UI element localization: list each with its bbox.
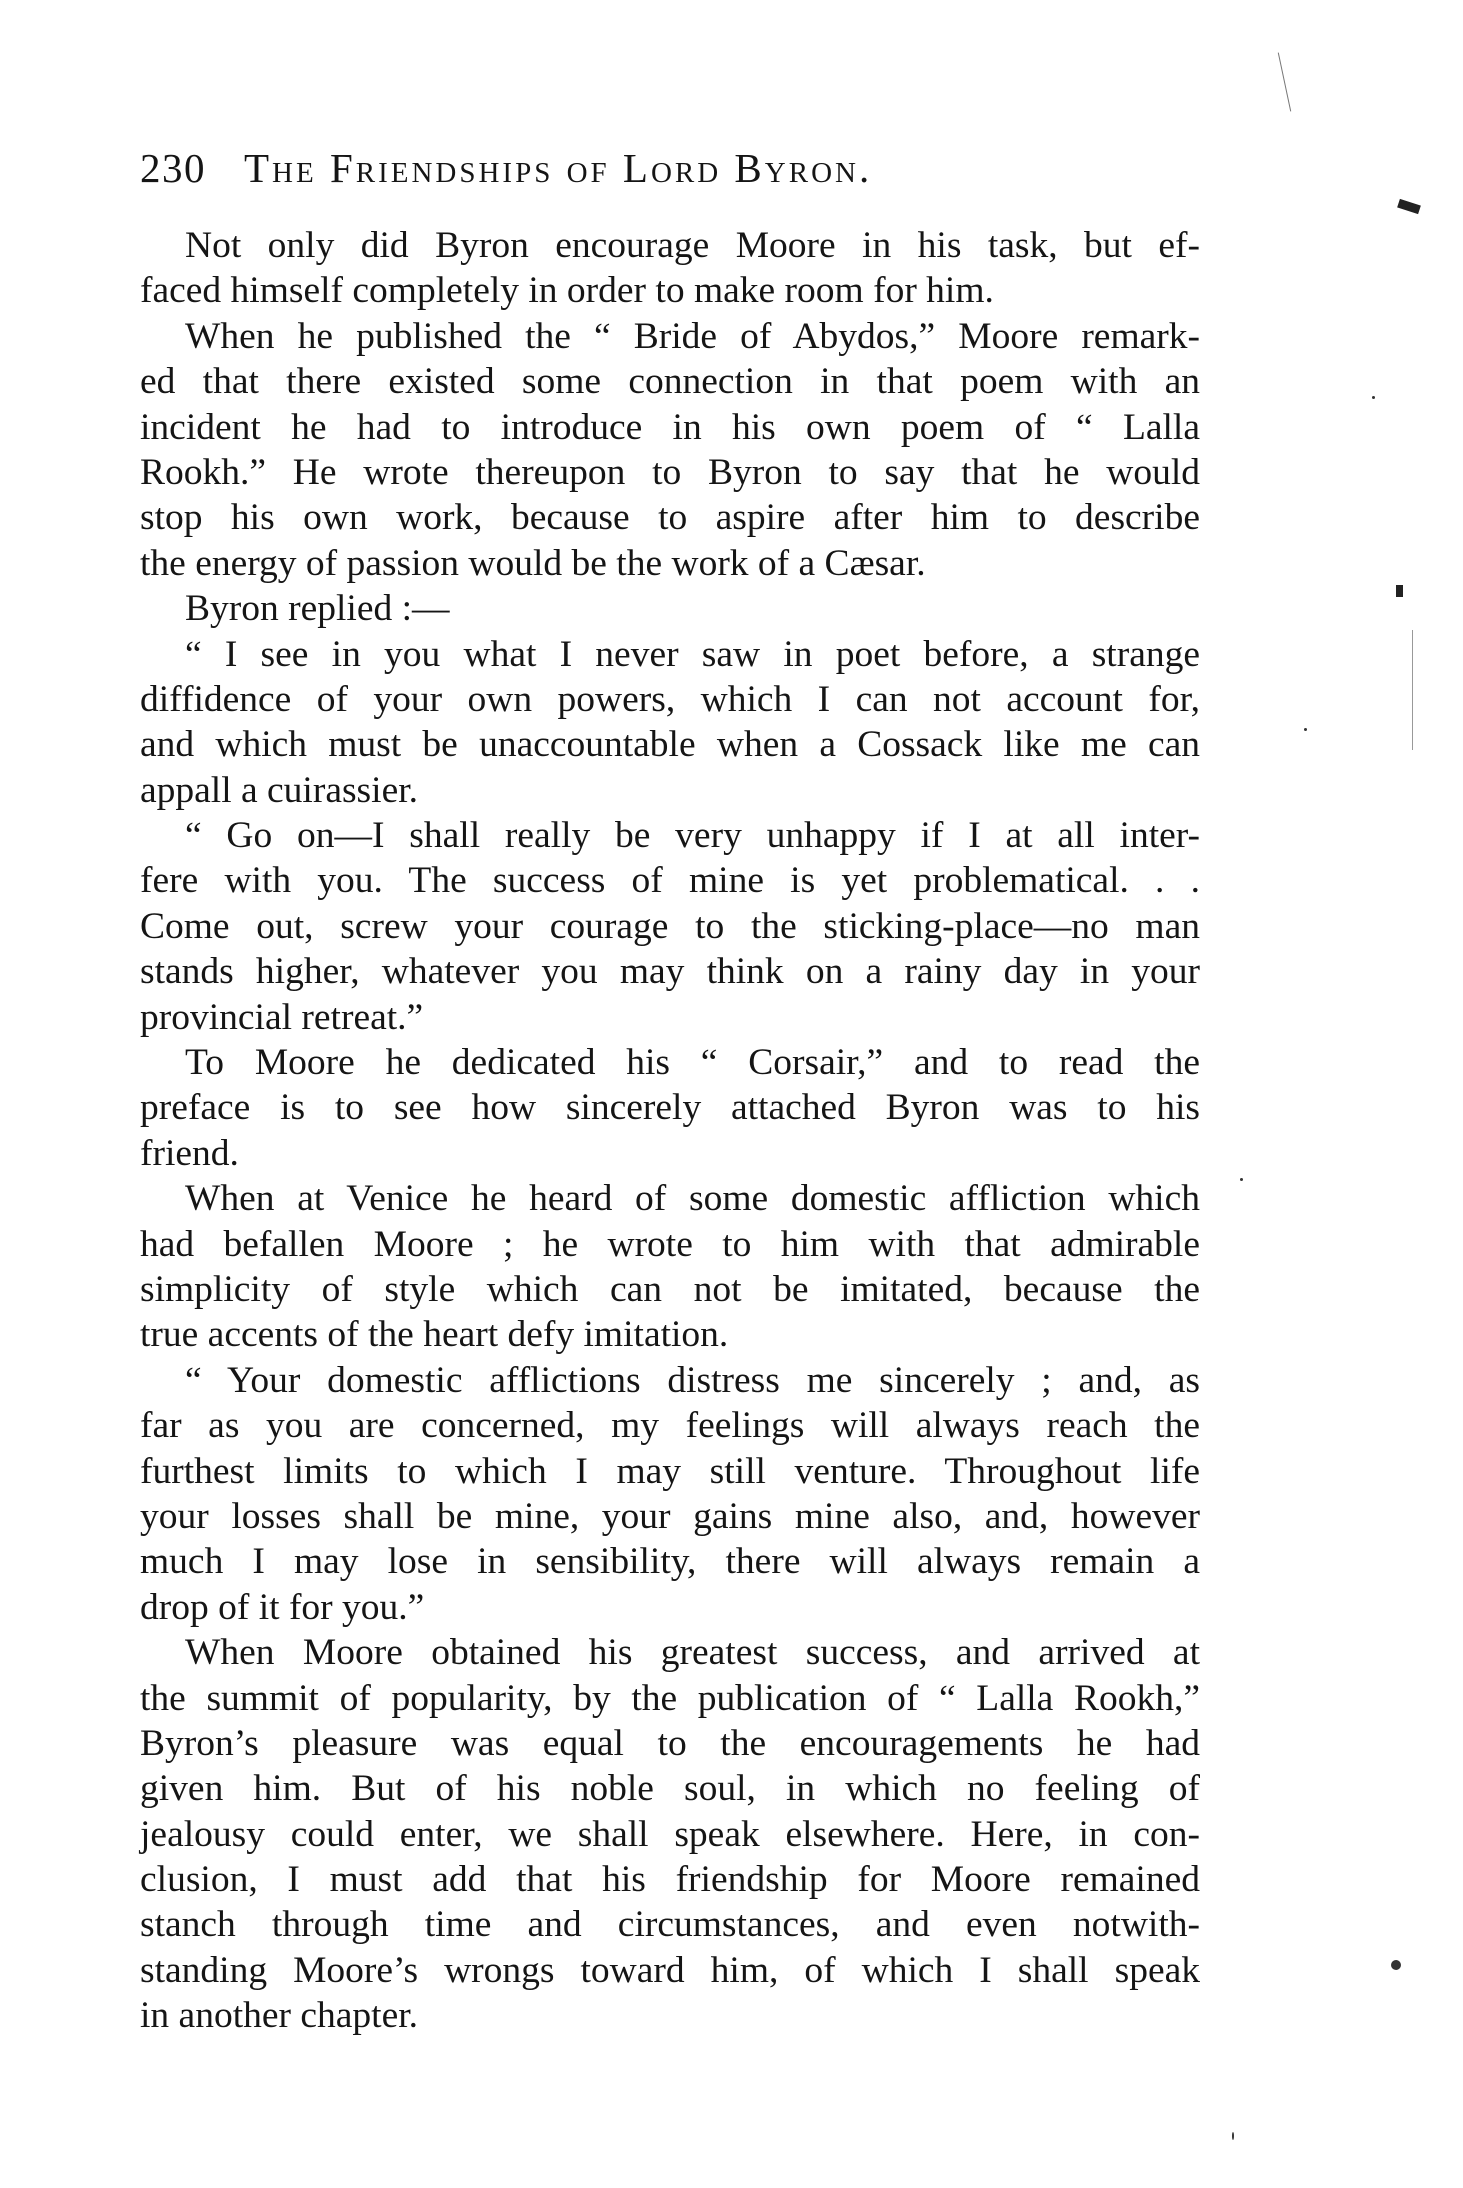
text-line: true accents of the heart defy imitation.	[140, 1314, 729, 1356]
text-line: ed that there existed some connection in that poem with an	[140, 361, 1200, 403]
text-line: standing Moore’s wrongs toward him, of which I shall speak	[140, 1949, 1200, 1991]
body-text	[140, 223, 1200, 2039]
text-line: To Moore he dedicated his “ Corsair,” and to read the	[185, 1042, 1200, 1084]
text-line: When at Venice he heard of some domestic affliction which	[185, 1178, 1200, 1220]
scan-artifact-speck	[1232, 2132, 1234, 2140]
scan-artifact-speck	[1240, 1178, 1243, 1181]
scan-artifact-mark	[1397, 199, 1421, 214]
text-line: diffidence of your own powers, which I can not account for,	[140, 678, 1200, 720]
scan-artifact-speck	[1391, 1960, 1401, 1970]
paragraph	[140, 632, 1200, 814]
paragraph	[140, 223, 1200, 314]
paragraph	[140, 1176, 1200, 1358]
text-line: “ I see in you what I never saw in poet before, a strange	[185, 633, 1200, 675]
text-line: had befallen Moore ; he wrote to him with that admirable	[140, 1223, 1200, 1265]
text-line: “ Go on—I shall really be very unhappy if I at all inter-	[185, 815, 1200, 857]
text-line: simplicity of style which can not be imitated, because the	[140, 1268, 1200, 1310]
paragraph	[140, 1630, 1200, 2039]
scan-artifact-mark	[1278, 53, 1291, 112]
text-line: provincial retreat.”	[140, 996, 424, 1038]
paragraph	[140, 813, 1200, 1040]
text-line: When Moore obtained his greatest success, and arrived at	[185, 1632, 1200, 1674]
paragraph	[140, 314, 1200, 586]
running-header	[140, 138, 1210, 198]
text-line: in another chapter.	[140, 1995, 419, 2037]
text-line: stands higher, whatever you may think on a rainy day in your	[140, 951, 1200, 993]
text-line: and which must be unaccountable when a Cossack like me can	[140, 724, 1200, 766]
text-line: your losses shall be mine, your gains mine also, and, however	[140, 1495, 1200, 1537]
text-line: drop of it for you.”	[140, 1586, 425, 1628]
scan-artifact-speck	[1304, 728, 1307, 731]
text-line: incident he had to introduce in his own poem of “ Lalla	[140, 406, 1200, 448]
text-line: jealousy could enter, we shall speak elsewhere. Here, in con-	[140, 1813, 1200, 1855]
text-line: far as you are concerned, my feelings will always reach the	[140, 1405, 1200, 1447]
paragraph	[140, 1040, 1200, 1176]
text-line: stop his own work, because to aspire after him to describe	[140, 497, 1200, 539]
text-line: Rookh.” He wrote thereupon to Byron to say that he would	[140, 451, 1200, 493]
text-line: clusion, I must add that his friendship for Moore remained	[140, 1859, 1200, 1901]
text-line: stanch through time and circumstances, and even notwith-	[140, 1904, 1200, 1946]
text-line: Come out, screw your courage to the sticking-place—no man	[140, 905, 1200, 947]
text-line: Byron’s pleasure was equal to the encouragements he had	[140, 1722, 1200, 1764]
scan-artifact-mark	[1412, 630, 1413, 750]
text-line: furthest limits to which I may still venture. Throughout life	[140, 1450, 1200, 1492]
text-line: faced himself completely in order to make room for him.	[140, 270, 994, 312]
text-line: much I may lose in sensibility, there will always remain a	[140, 1541, 1200, 1583]
text-line: the summit of popularity, by the publication of “ Lalla Rookh,”	[140, 1677, 1200, 1719]
text-line: When he published the “ Bride of Abydos,” Moore remark-	[185, 315, 1200, 357]
text-line: given him. But of his noble soul, in which no feeling of	[140, 1768, 1200, 1810]
page-number: 230	[140, 145, 206, 191]
scan-artifact-speck	[1372, 396, 1375, 399]
text-line: friend.	[140, 1132, 239, 1174]
running-title: The Friendships of Lord Byron.	[244, 145, 873, 191]
paragraph	[140, 1358, 1200, 1630]
text-line: preface is to see how sincerely attached Byron was to his	[140, 1087, 1200, 1129]
text-line: Not only did Byron encourage Moore in his task, but ef-	[185, 225, 1200, 266]
scan-artifact-mark	[1396, 585, 1403, 597]
text-line: “ Your domestic afflictions distress me sincerely ; and, as	[185, 1359, 1200, 1401]
paragraph	[140, 586, 1200, 631]
text-line: Byron replied :—	[185, 588, 450, 630]
text-line: fere with you. The success of mine is yet problematical. . .	[140, 860, 1200, 902]
text-line: the energy of passion would be the work of a Cæsar.	[140, 542, 926, 584]
text-line: appall a cuirassier.	[140, 769, 419, 811]
